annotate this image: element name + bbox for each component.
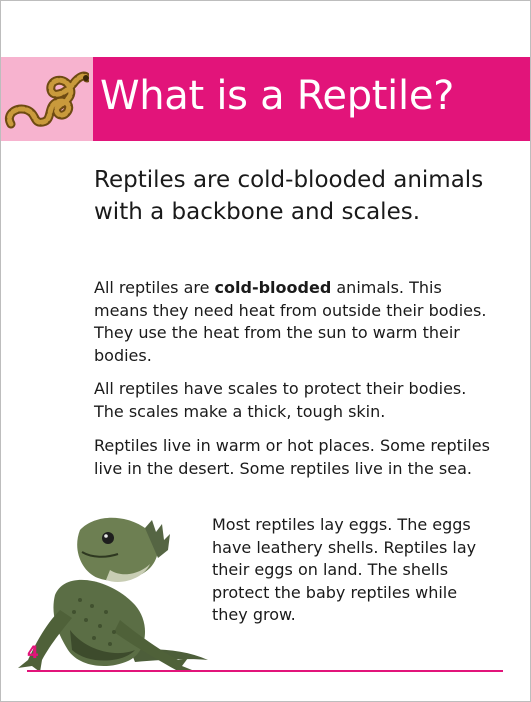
paragraph-text: All reptiles are: [94, 278, 215, 297]
paragraph-scales: All reptiles have scales to protect their bodies. The scales make a thick, tough skin.: [94, 379, 467, 421]
paragraph-eggs: Most reptiles lay eggs. The eggs have leathery shells. Reptiles lay their eggs on land. The shells protect the baby reptiles while they grow.: [212, 515, 477, 624]
page-title: What is a Reptile?: [100, 73, 455, 119]
page-number: 4: [27, 643, 39, 663]
lizard-photo: [10, 500, 210, 678]
snake-icon: [3, 66, 89, 132]
paragraph-habitat: Reptiles live in warm or hot places. Some reptiles live in the desert. Some reptiles live in the sea.: [94, 436, 490, 478]
paragraph-text: animals. This means they need heat from outside their bodies. They use the heat from the sun to warm their bodies.: [94, 278, 487, 365]
intro-text: Reptiles are cold-blooded animals with a backbone and scales.: [94, 167, 484, 225]
footer-divider: [27, 670, 503, 672]
paragraph-cold-blooded: [94, 277, 494, 367]
bold-term: cold-blooded: [214, 278, 332, 297]
